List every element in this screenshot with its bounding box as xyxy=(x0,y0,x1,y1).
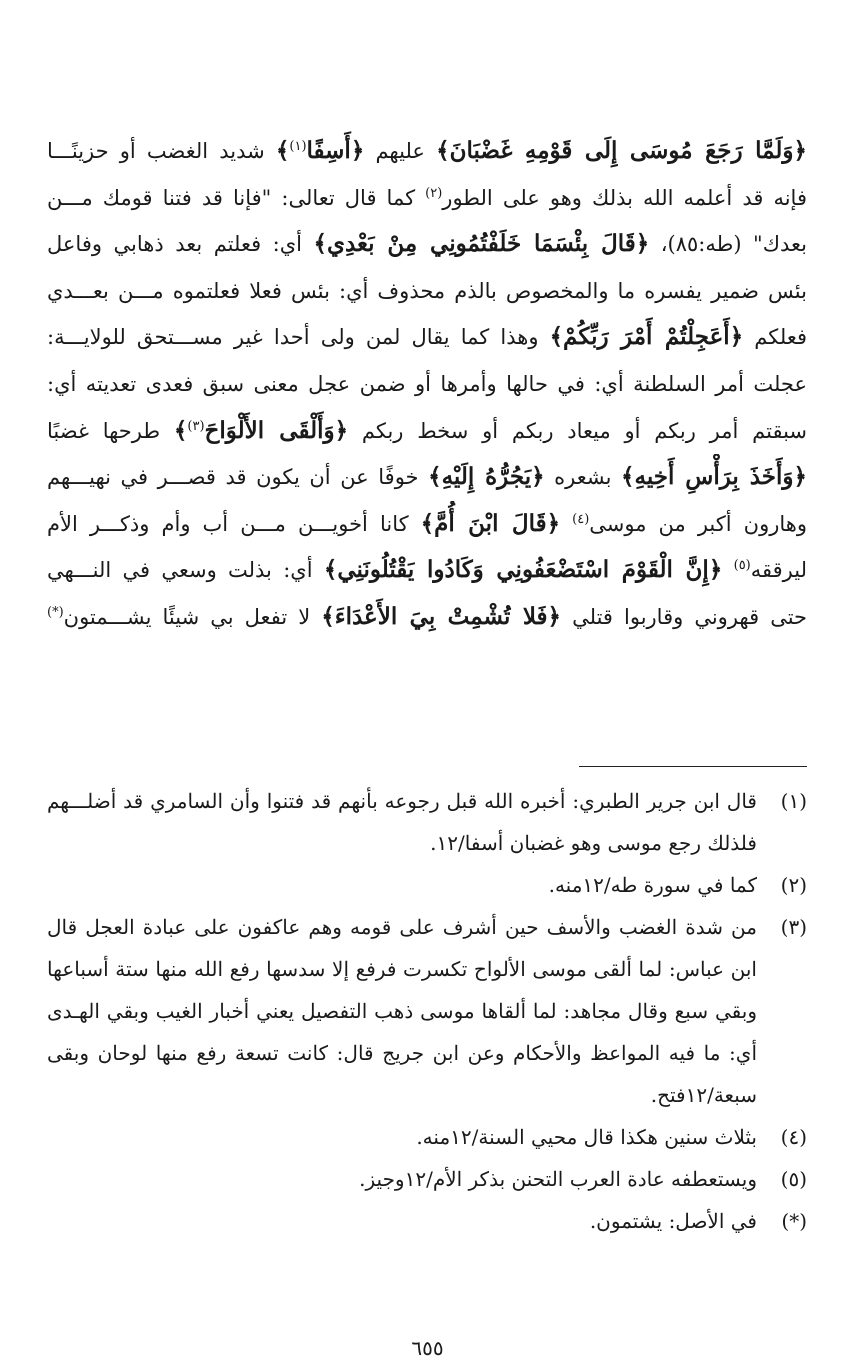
footnote-divider xyxy=(579,766,807,767)
footnote-line: سبعة/١٢فتح. xyxy=(650,1083,757,1107)
text-line-4 xyxy=(47,268,807,315)
text-segment: كما قال تعالى: "فإنا قد فتنا قومك مـــن xyxy=(47,185,426,210)
text-segment: شديد الغضب أو حزينًـــا xyxy=(47,139,276,163)
quran-verse: ﴿وَأَخَذَ بِرَأْسِ أَخِيهِ﴾ xyxy=(621,463,807,491)
footnote-number: (١) xyxy=(780,789,807,813)
text-segment: بعدك" (طه:٨٥)، xyxy=(649,232,807,257)
footnote-number: (٥) xyxy=(780,1167,807,1191)
quran-verse: ﴿وَلَمَّا رَجَعَ مُوسَى إِلَى قَوْمِهِ غَضْبَانَ﴾ xyxy=(436,137,807,164)
text-line-10 xyxy=(47,547,807,594)
footnote-ref: (٤) xyxy=(572,511,590,527)
text-line-3 xyxy=(47,221,807,268)
quran-verse: ﴿يَجُرُّهُ إِلَيْهِ﴾ xyxy=(428,463,545,491)
text-segment: فعلكم xyxy=(743,325,807,350)
text-segment: عليهم xyxy=(364,139,437,163)
footnote-ref: (٥) xyxy=(733,558,751,574)
footnote-ref: (٢) xyxy=(425,185,443,201)
text-line-6 xyxy=(47,361,807,408)
footnote-ref: (١) xyxy=(289,139,307,154)
text-segment: طرحها غضبًا xyxy=(47,418,174,443)
footnote-line: من شدة الغضب والأسف حين أشرف على قومه وهم عاكفون على عبادة العجل قال xyxy=(47,915,757,939)
footnote-number: (٤) xyxy=(780,1125,807,1149)
footnote-star xyxy=(47,1200,807,1242)
footnote-line: في الأصل: يشتمون. xyxy=(589,1209,757,1233)
text-segment: بشعره xyxy=(544,465,622,490)
text-segment xyxy=(722,558,733,582)
footnote-4 xyxy=(47,1116,807,1158)
quran-verse: ﴿أَسِفًا xyxy=(306,137,365,164)
footnote-1 xyxy=(47,780,807,864)
text-line-8 xyxy=(47,454,807,501)
text-segment: وهذا كما يقال لمن ولى أحدا غير مســـتحق للولايـــة: xyxy=(47,325,550,350)
text-segment: كانا أخويـــن مـــن أب وأم وذكـــر الأم xyxy=(47,511,421,536)
footnote-number: (٢) xyxy=(780,873,807,897)
quran-verse: ﴿أَعَجِلْتُمْ أَمْرَ رَبِّكُمْ﴾ xyxy=(549,323,744,351)
footnote-ref: (*) xyxy=(47,604,64,620)
text-segment: أي: بذلت وسعي في النـــهي xyxy=(47,558,324,583)
text-line-5 xyxy=(47,314,807,361)
text-segment: سبقتم أمر ربكم أو ميعاد ربكم أو سخط ربكم xyxy=(348,418,807,443)
text-segment: ليرققه xyxy=(750,558,807,583)
footnote-number: (٣) xyxy=(780,915,807,939)
page-number: ٦٥٥ xyxy=(411,1336,444,1360)
footnote-5 xyxy=(47,1158,807,1200)
main-text xyxy=(47,128,807,641)
text-line-7 xyxy=(47,408,807,455)
footnote-2 xyxy=(47,864,807,906)
footnote-line: فلذلك رجع موسى وهو غضبان أسفا/١٢. xyxy=(430,831,757,855)
text-segment: أي: فعلتم بعد ذهابي وفاعل xyxy=(47,232,314,257)
footnote-line: أي: ما فيه المواعظ والأحكام وعن ابن جريج قال: كانت تسعة رفع منها لوحان وبقى xyxy=(47,1041,757,1065)
text-line-11 xyxy=(47,594,807,641)
quran-bracket: ﴾ xyxy=(275,137,290,164)
footnote-line: وبقي سبع وقال مجاهد: لما ألقاها موسى ذهب التفصيل يعني أخبار الغيب وبقي الهـدى xyxy=(47,999,757,1023)
text-segment xyxy=(560,512,572,536)
text-line-9 xyxy=(47,501,807,548)
text-segment: حتى قهروني وقاربوا قتلي xyxy=(561,604,807,629)
text-segment: خوفًا عن أن يكون قد قصـــر في نهيـــهم xyxy=(47,465,429,490)
footnote-3 xyxy=(47,906,807,1116)
text-line-1 xyxy=(47,128,807,175)
text-segment: لا تفعل بي شيئًا يشـــمتون xyxy=(63,604,322,629)
quran-verse: ﴿وَأَلْقَى الأَلْوَاحَ xyxy=(204,416,349,444)
footnote-number: (*) xyxy=(781,1209,807,1233)
quran-bracket: ﴾ xyxy=(173,416,188,444)
footnote-line: ابن عباس: لما ألقى موسى الألواح تكسرت فرفع إلا سدسها رفع الله منها ستة أسباعها xyxy=(47,957,757,981)
footnote-line: بثلاث سنين هكذا قال محيي السنة/١٢منه. xyxy=(416,1125,757,1149)
quran-verse: ﴿قَالَ بِئْسَمَا خَلَفْتُمُونِي مِنْ بَعْدِي﴾ xyxy=(313,230,650,258)
text-segment: بئس ضمير يفسره ما والمخصوص بالذم محذوف أي: بئس فعلا فعلتموه مـــن بعـــدي xyxy=(47,278,807,303)
footnote-line: ويستعطفه عادة العرب التحنن بذكر الأم/١٢وجيز. xyxy=(359,1167,757,1191)
quran-verse: ﴿فَلا تُشْمِتْ بِيَ الأَعْدَاءَ﴾ xyxy=(321,602,562,630)
footnotes xyxy=(47,780,807,1242)
text-segment: وهارون أكبر من موسى xyxy=(589,511,807,536)
footnote-ref: (٣) xyxy=(187,418,205,434)
footnote-line: كما في سورة طه/١٢منه. xyxy=(548,873,757,897)
quran-verse: ﴿إِنَّ الْقَوْمَ اسْتَضْعَفُونِي وَكَادُوا يَقْتُلُونَنِي﴾ xyxy=(323,556,723,584)
quran-verse: ﴿قَالَ ابْنَ أُمَّ﴾ xyxy=(420,509,561,537)
text-segment: عجلت أمر السلطنة أي: في حالها وأمرها أو ضمن عجل معنى سبق فعدى تعديته أي: xyxy=(47,371,807,396)
text-segment: فإنه قد أعلمه الله بذلك وهو على الطور xyxy=(442,185,807,210)
text-line-2 xyxy=(47,175,807,222)
footnote-line: قال ابن جرير الطبري: أخبره الله قبل رجوعه بأنهم قد فتنوا وأن السامري قد أضلـــهم xyxy=(47,789,757,813)
